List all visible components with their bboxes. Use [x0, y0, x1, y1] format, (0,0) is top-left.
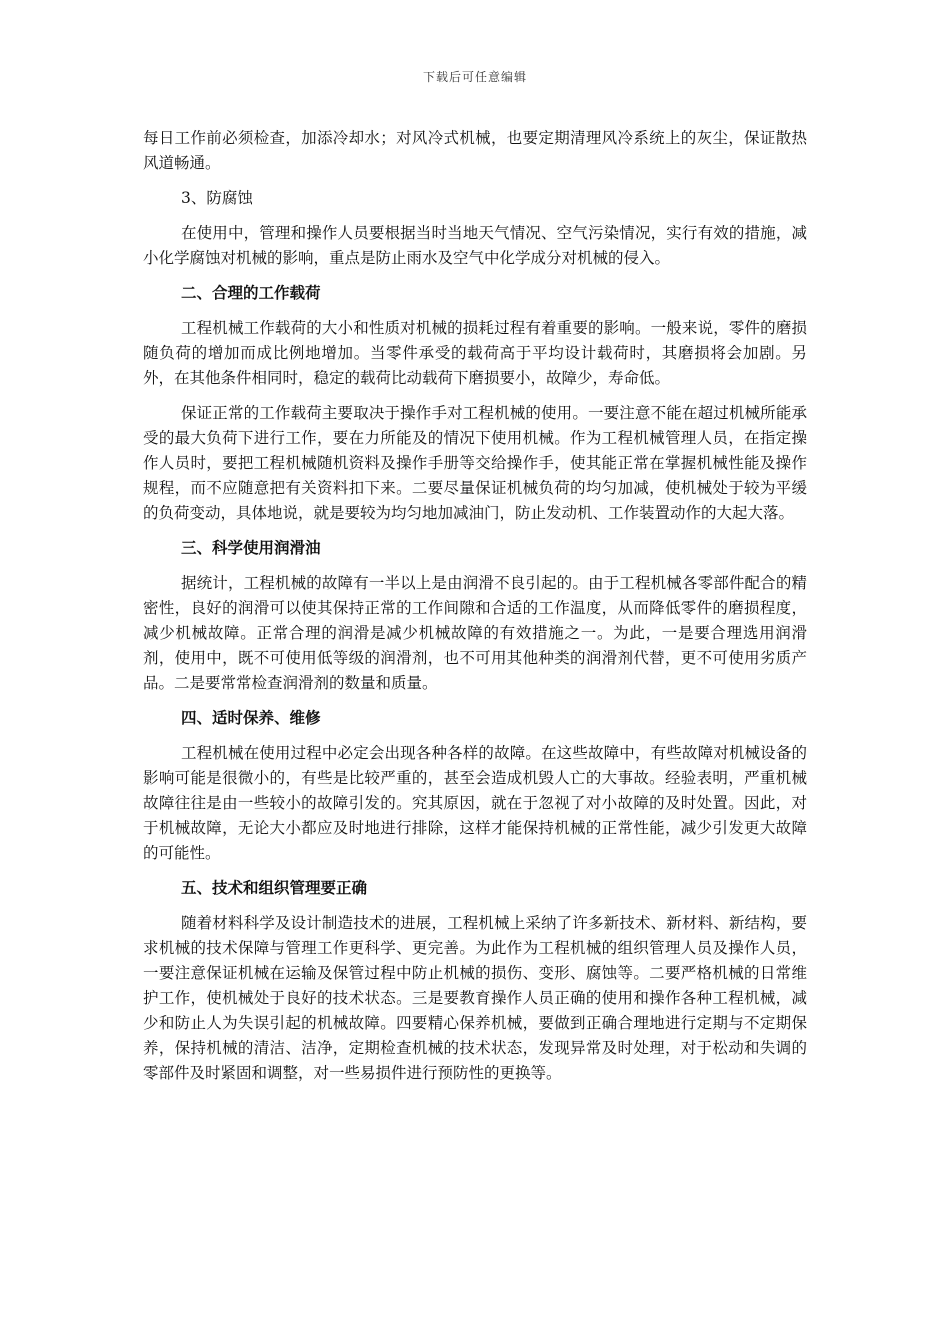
item-anticorrosion-title: 3、防腐蚀 — [181, 189, 253, 207]
lubrication-paragraph: 据统计，工程机械的故障有一半以上是由润滑不良引起的。由于工程机械各零部件配合的精密性，良好的润滑可以使其保持正常的工作间隙和合适的工作温度，从而降低零件的磨损程度，减少机械故障。正常合理的润滑是减少机械故障的有效措施之一。为此，一是要合理选用润滑剂，使用中，既不可使用低等级的润滑剂，也不可用其他种类的润滑剂代替，更不可使用劣质产品。二是要常常检查润滑剂的数量和质量。 — [143, 574, 807, 692]
maintenance-paragraph: 工程机械在使用过程中必定会出现各种各样的故障。在这些故障中，有些故障对机械设备的影响可能是很微小的，有些是比较严重的，甚至会造成机毁人亡的大事故。经验表明，严重机械故障往往是由一些较小的故障引发的。究其原因，就在于忽视了对小故障的及时处置。因此，对于机械故障，无论大小都应及时地进行排除，这样才能保持机械的正常性能，减少引发更大故障的可能性。 — [143, 744, 807, 862]
section-heading-management: 五、技术和组织管理要正确 — [181, 879, 368, 897]
section-heading-load: 二、合理的工作载荷 — [181, 284, 321, 302]
page-header: 下载后可任意编辑 — [422, 70, 527, 84]
management-paragraph: 随着材料科学及设计制造技术的进展，工程机械上采纳了许多新技术、新材料、新结构，要求机械的技术保障与管理工作更科学、更完善。为此作为工程机械的组织管理人员及操作人员，一要注意保证机械在运输及保管过程中防止机械的损伤、变形、腐蚀等。二要严格机械的日常维护工作，使机械处于良好的技术状态。三是要教育操作人员正确的使用和操作各种工程机械，减少和防止人为失误引起的机械故障。四要精心保养机械，要做到正确合理地进行定期与不定期保养，保持机械的清洁、洁净，定期检查机械的技术状态，发现异常及时处理，对于松动和失调的零部件及时紧固和调整，对一些易损件进行预防性的更换等。 — [143, 914, 807, 1082]
section-heading-maintenance: 四、适时保养、维修 — [181, 709, 321, 727]
section-heading-lubrication: 三、科学使用润滑油 — [181, 539, 321, 557]
corrosion-paragraph: 在使用中，管理和操作人员要根据当时当地天气情况、空气污染情况，实行有效的措施，减小化学腐蚀对机械的影响，重点是防止雨水及空气中化学成分对机械的侵入。 — [143, 224, 807, 267]
load-paragraph-1: 工程机械工作载荷的大小和性质对机械的损耗过程有着重要的影响。一般来说，零件的磨损随负荷的增加而成比例地增加。当零件承受的载荷高于平均设计载荷时，其磨损将会加剧。另外，在其他条件相同时，稳定的载荷比动载荷下磨损要小，故障少，寿命低。 — [143, 319, 807, 387]
load-paragraph-2: 保证正常的工作载荷主要取决于操作手对工程机械的使用。一要注意不能在超过机械所能承受的最大负荷下进行工作，要在力所能及的情况下使用机械。作为工程机械管理人员，在指定操作人员时，要把工程机械随机资料及操作手册等交给操作手，使其能正常在掌握机械性能及操作规程，而不应随意把有关资料扣下来。二要尽量保证机械负荷的均匀加减，使机械处于较为平缓的负荷变动，具体地说，就是要较为均匀地加减油门，防止发动机、工作装置动作的大起大落。 — [143, 404, 807, 522]
intro-paragraph: 每日工作前必须检查，加添冷却水；对风冷式机械，也要定期清理风冷系统上的灰尘，保证散热风道畅通。 — [143, 129, 807, 172]
document-body — [143, 126, 807, 1096]
